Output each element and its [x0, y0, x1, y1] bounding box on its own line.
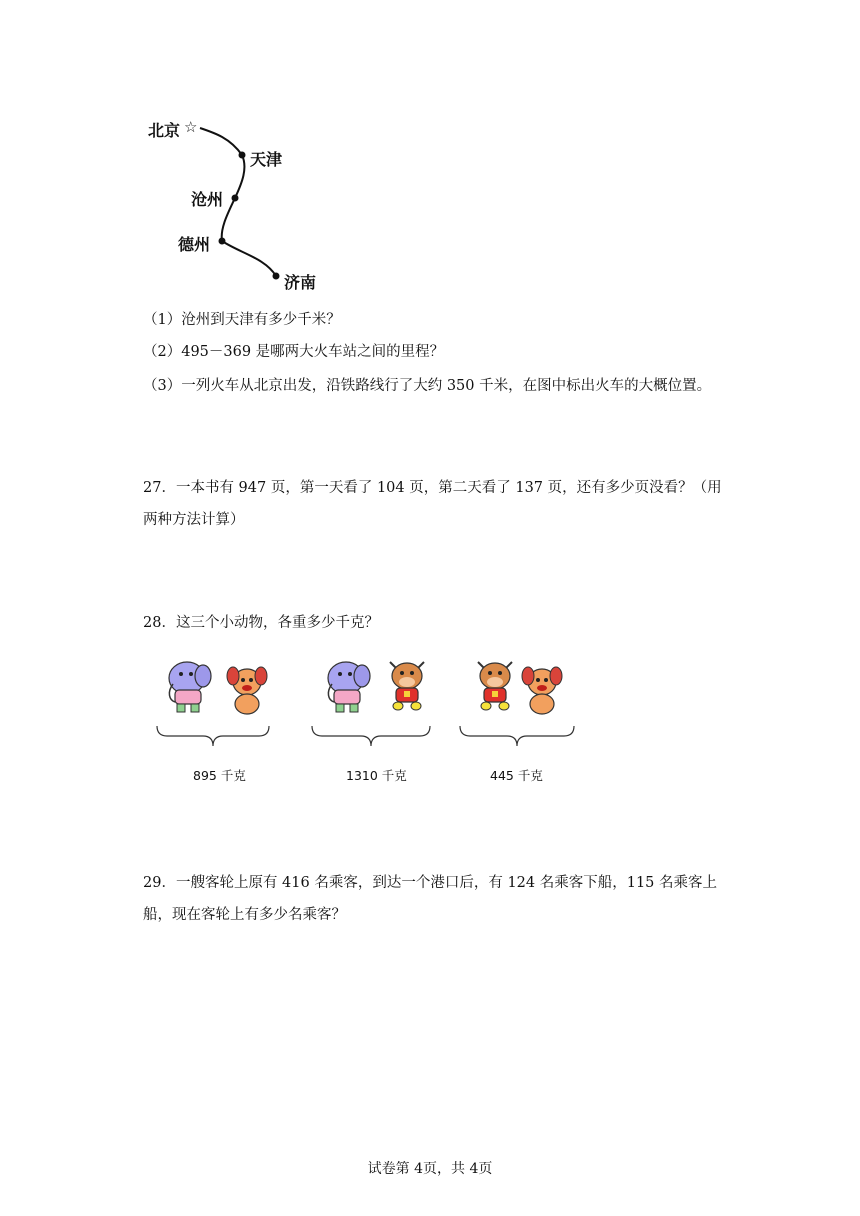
star-icon: ☆ — [184, 118, 198, 136]
q27-line2: 两种方法计算） — [143, 512, 245, 528]
station-label-tianjin: 天津 — [250, 150, 283, 169]
cow-icon — [384, 654, 430, 714]
station-label-dezhou: 德州 — [178, 235, 211, 254]
page-footer: 试卷第 4页，共 4页 — [367, 1161, 493, 1177]
railway-map — [140, 108, 340, 293]
station-label-cangzhou: 沧州 — [191, 190, 224, 209]
q26-sub1: （1）沧州到天津有多少千米？ — [143, 312, 341, 328]
dog-icon — [225, 660, 273, 718]
animal-group-1 — [155, 654, 275, 789]
elephant-icon — [322, 656, 378, 716]
q29-line1: 29．一艘客轮上原有 416 名乘客，到达一个港口后，有 124 名乘客下船，115 名乘客上 — [143, 875, 718, 891]
dog-icon — [520, 660, 568, 718]
animal-group-2 — [310, 654, 435, 789]
weight-label-1: 895 千克 — [193, 768, 246, 783]
curly-brace — [310, 724, 432, 750]
q26-sub2: （2）495－369 是哪两大火车站之间的里程？ — [143, 344, 445, 360]
weight-label-3: 445 千克 — [490, 768, 543, 783]
station-label-beijing: 北京 — [148, 121, 181, 140]
curly-brace — [155, 724, 271, 750]
curly-brace — [458, 724, 576, 750]
elephant-icon — [163, 656, 219, 716]
station-label-jinan: 济南 — [284, 273, 317, 292]
cow-icon — [472, 654, 518, 714]
q26-sub3: （3）一列火车从北京出发，沿铁路线行了大约 350 千米，在图中标出火车的大概位置。 — [143, 378, 712, 394]
weight-label-2: 1310 千克 — [346, 768, 407, 783]
q29-line2: 船，现在客轮上有多少名乘客？ — [143, 907, 346, 923]
q28-text: 28．这三个小动物，各重多少千克？ — [143, 615, 379, 631]
q27-line1: 27．一本书有 947 页，第一天看了 104 页，第二天看了 137 页，还有多少页没看？（用 — [143, 480, 722, 496]
animal-group-3 — [458, 654, 578, 789]
